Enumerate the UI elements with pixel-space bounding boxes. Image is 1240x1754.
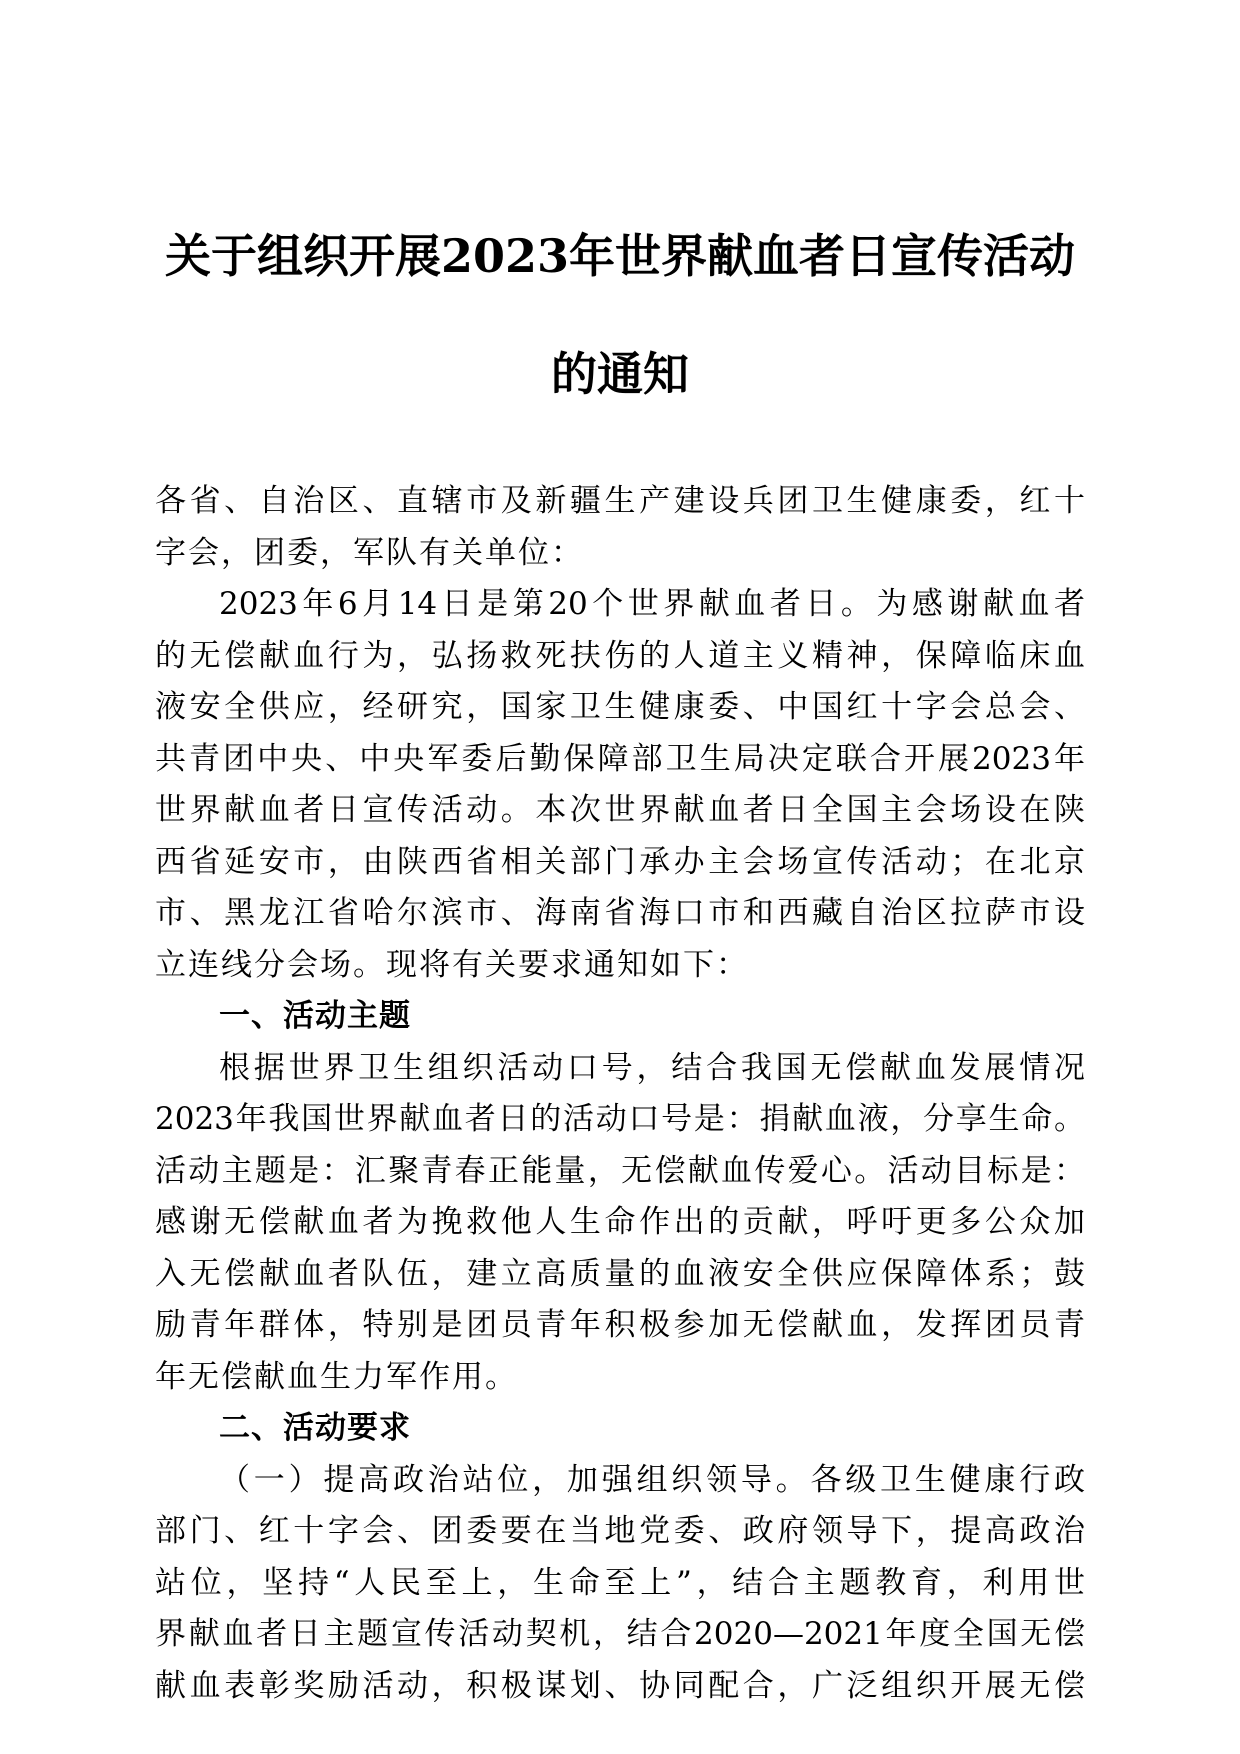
paragraph-line: 共青团中央、中央军委后勤保障部卫生局决定联合开展2023年 [155,740,1085,777]
paragraph-line: 世界献血者日宣传活动。本次世界献血者日全国主会场设在陕 [155,792,1085,828]
document-body [155,476,1085,1712]
paragraph-line: 2023年6月14日是第20个世界献血者日。为感谢献血者 [219,586,1085,622]
paragraph-line: 部门、红十字会、团委要在当地党委、政府领导下，提高政治 [155,1513,1085,1549]
paragraph-line: （一）提高政治站位，加强组织领导。各级卫生健康行政 [219,1461,1085,1498]
section-heading-requirements: 二、活动要求 [219,1410,411,1446]
paragraph-line: 液安全供应，经研究，国家卫生健康委、中国红十字会总会、 [155,689,1085,725]
addressee-line-1: 各省、自治区、直辖市及新疆生产建设兵团卫生健康委，红十 [155,483,1085,519]
paragraph-line: 站位，坚持“人民至上，生命至上”，结合主题教育，利用世 [155,1564,1085,1601]
paragraph-line: 根据世界卫生组织活动口号，结合我国无偿献血发展情况 [219,1049,1085,1086]
paragraph-line: 2023年我国世界献血者日的活动口号是：捐献血液，分享生命。 [155,1101,1085,1137]
document-title-line-2: 的通知 [551,347,689,401]
paragraph-line: 界献血者日主题宣传活动契机，结合2020—2021年度全国无偿 [155,1616,1085,1652]
paragraph-line: 市、黑龙江省哈尔滨市、海南省海口市和西藏自治区拉萨市设 [155,895,1085,931]
paragraph-line: 活动主题是：汇聚青春正能量，无偿献血传爱心。活动目标是： [155,1152,1085,1189]
paragraph-line: 西省延安市，由陕西省相关部门承办主会场宣传活动；在北京 [155,843,1085,880]
paragraph-line: 献血表彰奖励活动，积极谋划、协同配合，广泛组织开展无偿 [155,1667,1085,1704]
paragraph-line: 励青年群体，特别是团员青年积极参加无偿献血，发挥团员青 [155,1307,1085,1343]
paragraph-line: 立连线分会场。现将有关要求通知如下： [155,946,749,983]
addressee-line-2: 字会，团委，军队有关单位： [155,534,584,571]
paragraph-line: 入无偿献血者队伍，建立高质量的血液安全供应保障体系；鼓 [155,1255,1085,1292]
paragraph-line: 年无偿献血生力军作用。 [155,1358,518,1395]
paragraph-line: 的无偿献血行为，弘扬救死扶伤的人道主义精神，保障临床血 [155,637,1085,674]
document-title-line-1: 关于组织开展2023年世界献血者日宣传活动 [164,229,1076,283]
paragraph-line: 感谢无偿献血者为挽救他人生命作出的贡献，呼吁更多公众加 [155,1204,1085,1240]
section-heading-theme: 一、活动主题 [219,998,411,1034]
